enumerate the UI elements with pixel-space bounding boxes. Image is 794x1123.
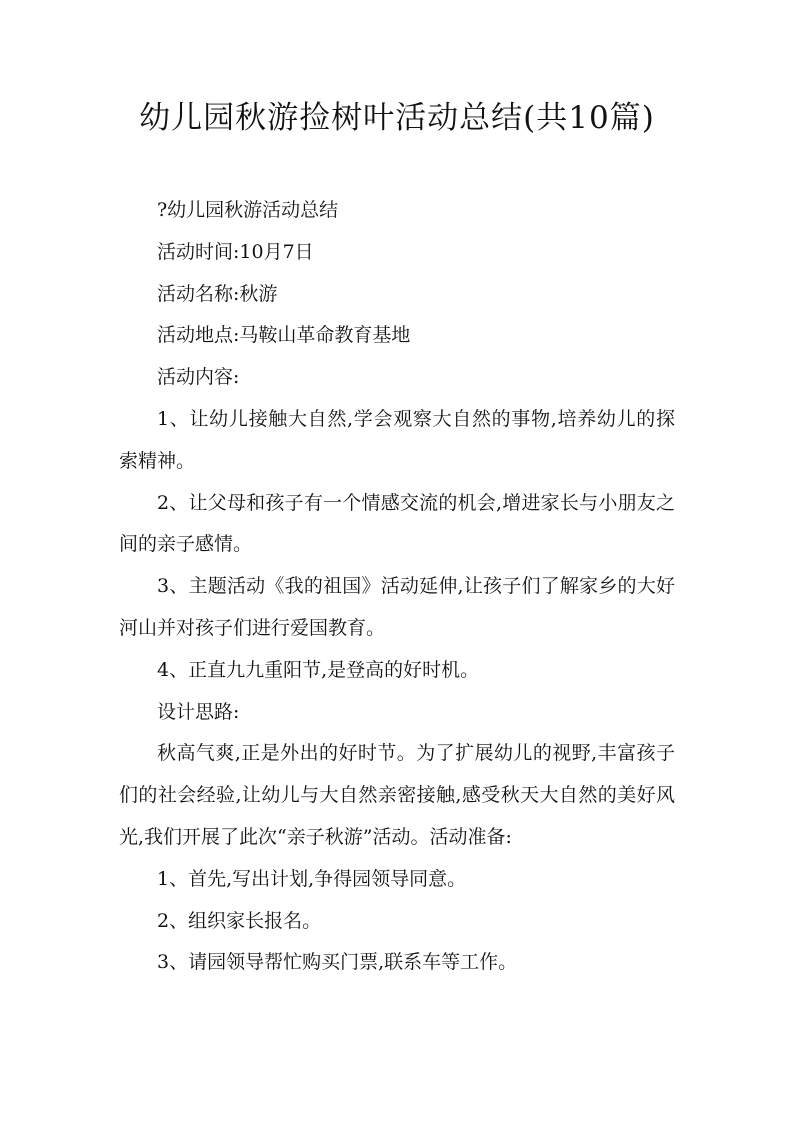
paragraph-content-item-1: 1、让幼儿接触大自然,学会观察大自然的事物,培养幼儿的探索精神。 [119,407,675,472]
paragraph-activity-content-heading: 活动内容: [157,366,240,389]
paragraph-design-heading: 设计思路: [157,700,240,723]
paragraph-design-body: 秋高气爽,正是外出的好时节。为了扩展幼儿的视野,丰富孩子们的社会经验,让幼儿与大自然亲密接触,感受秋天大自然的美好风光,我们开展了此次“亲子秋游”活动。活动准备: [119,742,675,848]
paragraph-activity-name: 活动名称:秋游 [157,282,278,305]
document-body [119,190,675,984]
paragraph-prep-item-3: 3、请园领导帮忙购买门票,联系车等工作。 [157,951,518,974]
paragraph-content-item-3: 3、主题活动《我的祖国》活动延伸,让孩子们了解家乡的大好河山并对孩子们进行爱国教育。 [119,575,675,639]
paragraph-subtitle: ?幼儿园秋游活动总结 [157,199,339,221]
paragraph-activity-location: 活动地点:马鞍山革命教育基地 [157,324,411,347]
paragraph-prep-item-1: 1、首先,写出计划,争得园领导同意。 [157,867,467,890]
paragraph-content-item-4: 4、正直九九重阳节,是登高的好时机。 [157,658,480,681]
paragraph-content-item-2: 2、让父母和孩子有一个情感交流的机会,增进家长与小朋友之间的亲子感情。 [119,491,675,556]
paragraph-activity-time: 活动时间:10月7日 [157,240,314,263]
paragraph-prep-item-2: 2、组织家长报名。 [157,909,322,932]
document-title: 幼儿园秋游捡树叶活动总结(共10篇) [139,100,655,136]
